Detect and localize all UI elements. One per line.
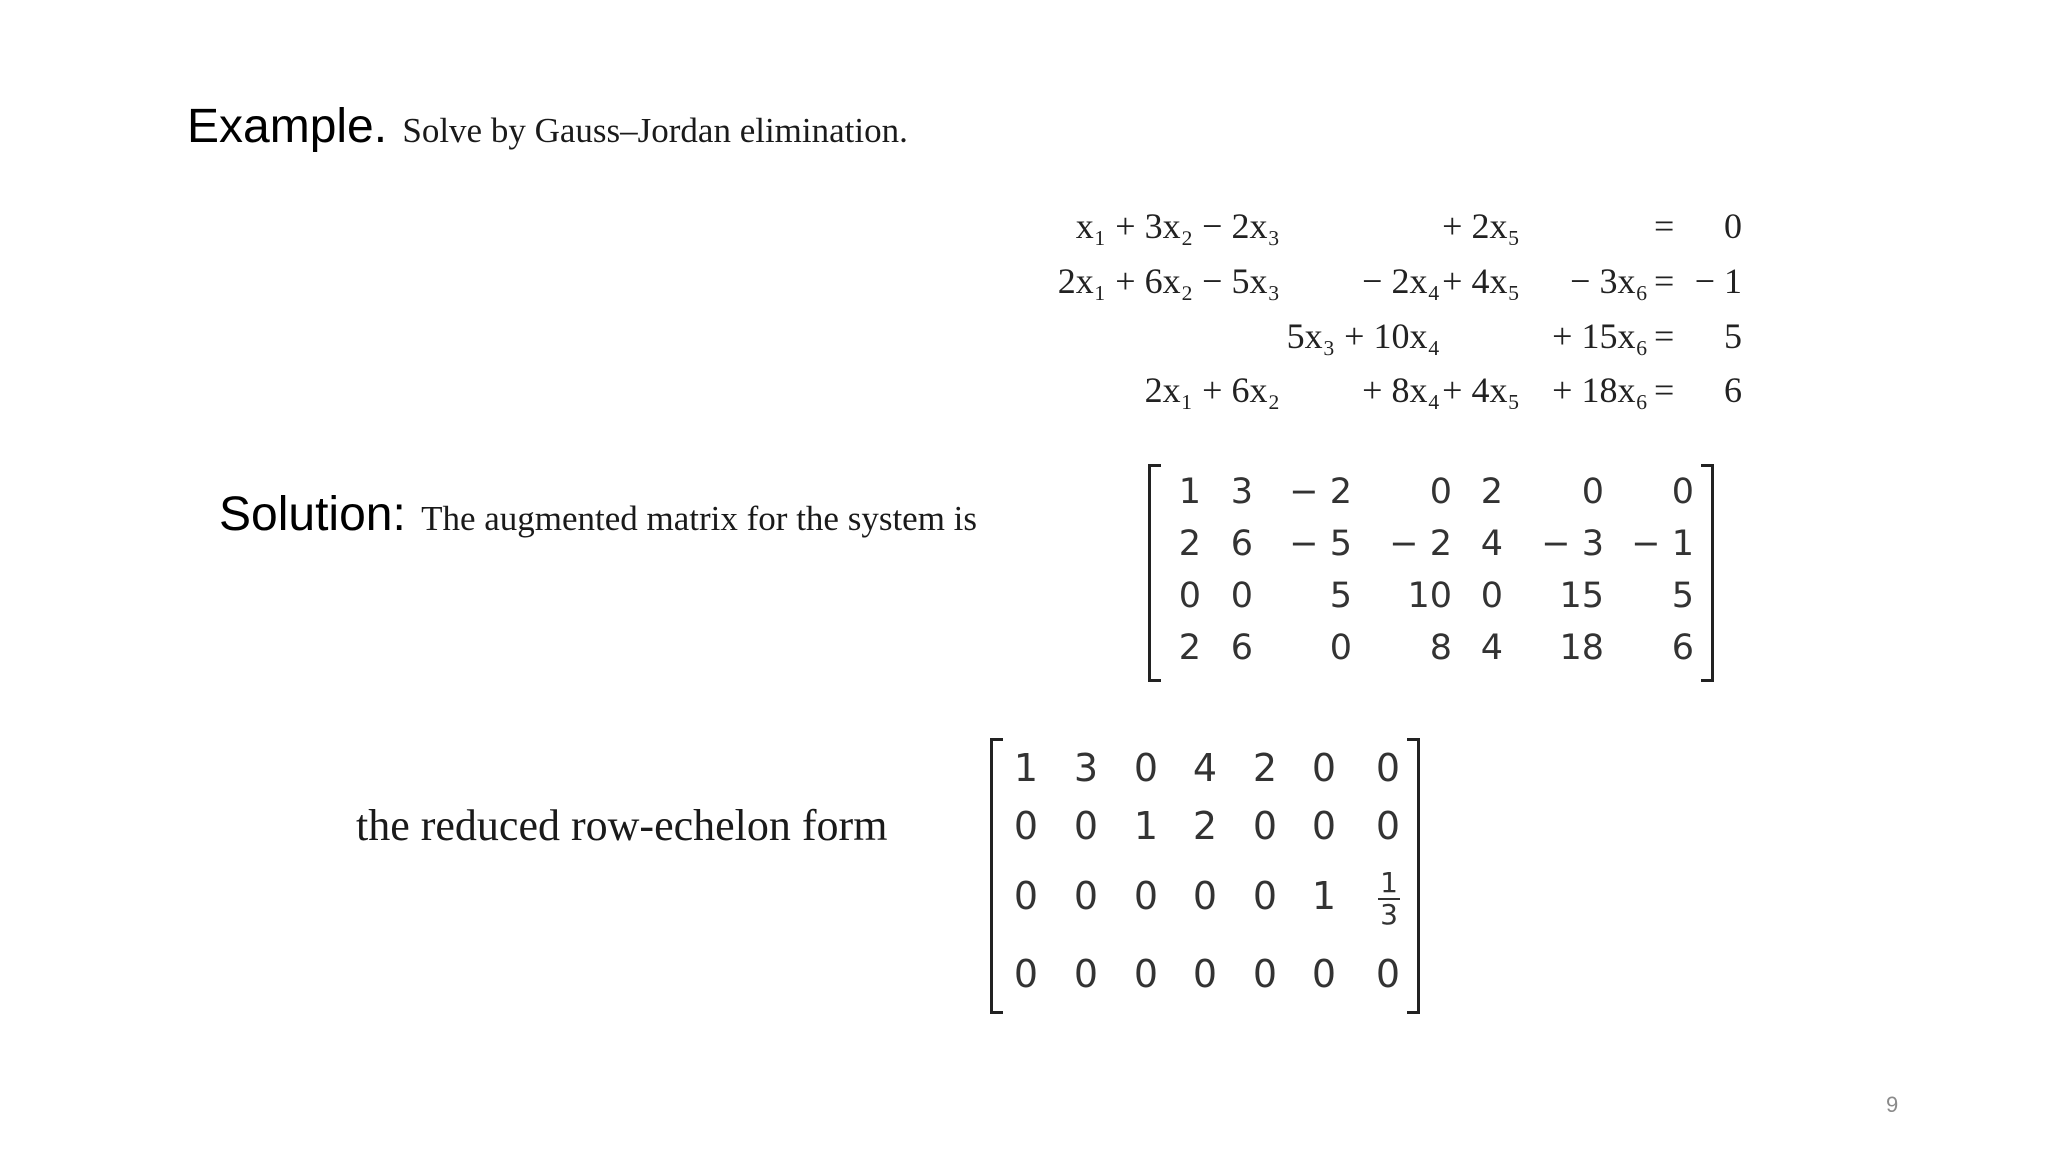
equation-row [1040,315,1760,369]
matrix-cell: 4 [1480,628,1503,668]
matrix-cell: 0 [1375,952,1400,996]
page-number: 9 [1886,1092,1899,1117]
matrix-cell: 0 [1133,952,1158,996]
matrix-right-bracket [1701,464,1714,682]
equals-sign: = [1654,206,1675,246]
matrix-cell: 0 [1013,874,1038,918]
matrix-right-bracket [1407,738,1420,1014]
equation-term: 2x₁ + 6x₂ − 5x₃ [1057,261,1280,301]
equation-rhs: 5 [1724,316,1742,356]
matrix-cell: 0 [1133,746,1158,790]
matrix-cell [1378,868,1400,933]
equation-term: + 4x₅ [1442,370,1520,410]
matrix-cell: 0 [1133,874,1158,918]
matrix-cell: 0 [1073,874,1098,918]
example-label: Example. [187,100,388,153]
matrix-cell: 1 [1311,874,1336,918]
augmented-matrix [1148,464,1714,682]
matrix-cell: 15 [1559,576,1604,616]
matrix-cell: 0 [1252,952,1277,996]
matrix-cell: − 5 [1289,524,1352,564]
matrix-cell: 0 [1013,952,1038,996]
matrix-cell: − 2 [1389,524,1452,564]
equation-term: − 2x₄ [1362,261,1440,301]
matrix-cell: 4 [1480,524,1503,564]
solution-text: The augmented matrix for the system is [421,499,978,538]
matrix-cell: 6 [1671,628,1694,668]
linear-system [1040,205,1760,435]
matrix-cell: 4 [1192,746,1217,790]
equation-row [1040,260,1760,314]
matrix-cell: 0 [1073,804,1098,848]
equation-term: + 18x₆ [1552,370,1648,410]
matrix-cell: 10 [1407,576,1452,616]
matrix-cell: 0 [1013,804,1038,848]
equation-term: + 2x₅ [1442,206,1520,246]
matrix-cell: 1 [1013,746,1038,790]
matrix-cell: 2 [1192,804,1217,848]
equation-row [1040,205,1760,259]
matrix-cell: 0 [1192,952,1217,996]
matrix-cell: 8 [1429,628,1452,668]
fraction-numerator: 1 [1380,866,1398,899]
matrix-cell: 0 [1581,472,1604,512]
matrix-cell: 0 [1329,628,1352,668]
rref-label: the reduced row-echelon form [356,801,888,850]
matrix-left-bracket [990,738,1003,1014]
matrix-cell: 0 [1375,804,1400,848]
example-heading [187,96,908,161]
matrix-cell: 0 [1429,472,1452,512]
matrix-cell: − 3 [1541,524,1604,564]
matrix-left-bracket [1148,464,1161,682]
matrix-cell: 0 [1311,746,1336,790]
solution-heading [219,484,977,549]
fraction-denominator: 3 [1380,898,1398,931]
matrix-cell: 0 [1178,576,1201,616]
matrix-cell: 0 [1311,952,1336,996]
example-text: Solve by Gauss–Jordan elimination. [402,111,908,150]
matrix-cell: 0 [1252,874,1277,918]
matrix-cell: 3 [1073,746,1098,790]
matrix-cell: 2 [1178,524,1201,564]
equation-term: − 3x₆ [1570,261,1648,301]
matrix-cell: 1 [1133,804,1158,848]
equals-sign: = [1654,261,1675,301]
fraction [1378,868,1400,930]
matrix-cell: 0 [1252,804,1277,848]
equation-term: + 8x₄ [1362,370,1440,410]
equation-rhs: − 1 [1694,261,1742,301]
matrix-cell: 0 [1192,874,1217,918]
matrix-cell: 0 [1073,952,1098,996]
matrix-cell: − 1 [1631,524,1694,564]
equation-term: x₁ + 3x₂ − 2x₃ [1075,206,1280,246]
matrix-cell: 5 [1329,576,1352,616]
matrix-cell: − 2 [1289,472,1352,512]
matrix-cell: 6 [1230,628,1253,668]
matrix-cell: 3 [1230,472,1253,512]
equals-sign: = [1654,316,1675,356]
matrix-cell: 5 [1671,576,1694,616]
equation-term: + 4x₅ [1442,261,1520,301]
solution-label: Solution: [219,488,406,541]
matrix-cell: 2 [1480,472,1503,512]
equation-term: + 15x₆ [1552,316,1648,356]
equation-term: 2x₁ + 6x₂ [1144,370,1280,410]
matrix-cell: 2 [1252,746,1277,790]
equals-sign: = [1654,370,1675,410]
matrix-cell: 18 [1559,628,1604,668]
equation-rhs: 6 [1724,370,1742,410]
equation-row [1040,369,1760,423]
matrix-cell: 0 [1375,746,1400,790]
matrix-cell: 0 [1311,804,1336,848]
rref-matrix [990,738,1420,1014]
matrix-cell: 0 [1671,472,1694,512]
equation-rhs: 0 [1724,206,1742,246]
equation-term: 5x₃ + 10x₄ [1286,316,1440,356]
matrix-cell: 1 [1178,472,1201,512]
matrix-cell: 6 [1230,524,1253,564]
matrix-cell: 0 [1230,576,1253,616]
matrix-cell: 2 [1178,628,1201,668]
matrix-cell: 0 [1480,576,1503,616]
